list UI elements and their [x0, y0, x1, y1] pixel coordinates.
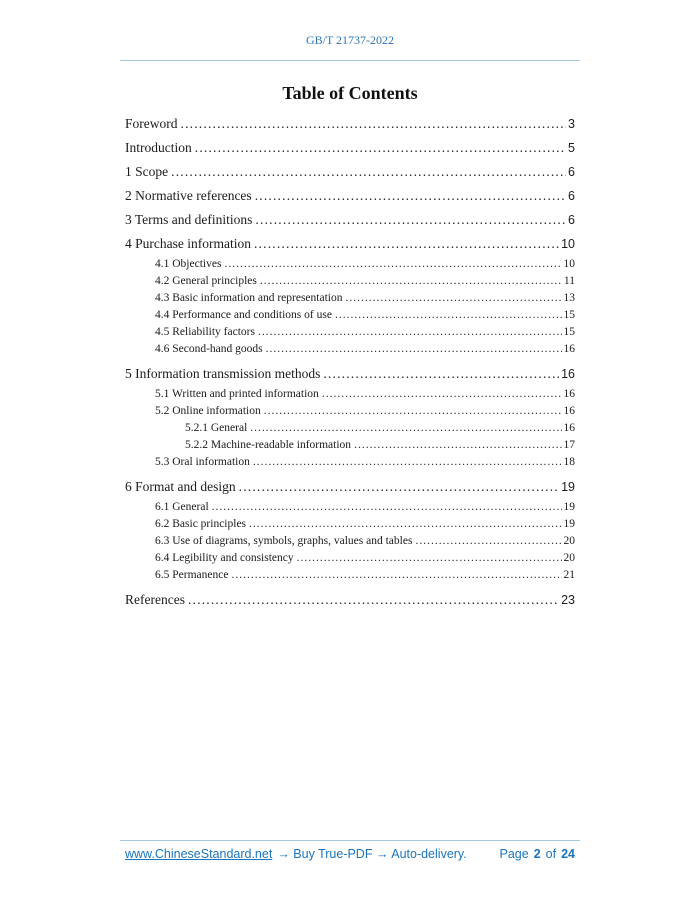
toc-entry-page: 15: [563, 326, 575, 338]
toc-entry[interactable]: [125, 184, 575, 208]
toc-entry[interactable]: [125, 256, 575, 273]
page-current: 2: [533, 847, 541, 861]
toc-leader-dots: [250, 420, 561, 437]
toc-entry-page: 19: [563, 501, 575, 513]
toc-entry[interactable]: [125, 273, 575, 290]
toc-entry-page: 3: [568, 117, 575, 131]
toc-entry-page: 16: [563, 388, 575, 400]
toc-entry[interactable]: [125, 341, 575, 358]
toc-entry[interactable]: [125, 475, 575, 499]
toc-leader-dots: [260, 273, 562, 290]
toc-leader-dots: [224, 256, 561, 273]
toc-entry-title: 4 Purchase information: [125, 236, 251, 251]
toc-entry-title: 6.5 Permanence: [155, 569, 229, 581]
toc-entry[interactable]: [125, 420, 575, 437]
toc-entry[interactable]: [125, 290, 575, 307]
toc-leader-dots: [181, 112, 567, 135]
toc-leader-dots: [212, 499, 562, 516]
toc-leader-dots: [354, 437, 561, 454]
toc-entry-title: 4.1 Objectives: [155, 258, 222, 270]
toc-entry-title: 5.2 Online information: [155, 405, 261, 417]
page-total: 24: [561, 847, 575, 861]
toc-entry[interactable]: [125, 160, 575, 184]
toc-entry-page: 6: [568, 213, 575, 227]
toc-leader-dots: [255, 184, 566, 207]
toc-leader-dots: [297, 550, 562, 567]
toc-entry[interactable]: [125, 232, 575, 256]
toc-entry-title: 3 Terms and definitions: [125, 212, 253, 227]
toc-entry-title: Introduction: [125, 140, 192, 155]
toc-entry[interactable]: [125, 136, 575, 160]
header-divider: [120, 60, 580, 61]
toc-entry-page: 19: [563, 518, 575, 530]
toc-entry[interactable]: [125, 550, 575, 567]
toc-entry-title: 6 Format and design: [125, 479, 236, 494]
toc-entry-title: 5 Information transmission methods: [125, 366, 321, 381]
toc-leader-dots: [195, 136, 566, 159]
toc-entry[interactable]: [125, 362, 575, 386]
toc-entry-page: 10: [563, 258, 575, 270]
website-link[interactable]: www.ChineseStandard.net: [125, 847, 273, 861]
toc-entry-title: Foreword: [125, 116, 178, 131]
page-of-label: of: [545, 847, 557, 861]
toc-entry-page: 10: [561, 237, 575, 251]
toc-entry-title: 4.5 Reliability factors: [155, 326, 255, 338]
toc-entry[interactable]: [125, 567, 575, 584]
toc-entry[interactable]: [125, 403, 575, 420]
toc-leader-dots: [415, 533, 561, 550]
toc-leader-dots: [323, 362, 559, 385]
toc-leader-dots: [258, 324, 562, 341]
toc-entry-title: 2 Normative references: [125, 188, 252, 203]
toc-leader-dots: [253, 454, 562, 471]
toc-leader-dots: [231, 567, 561, 584]
toc-entry-title: 4.3 Basic information and representation: [155, 292, 343, 304]
toc-entry-page: 18: [563, 456, 575, 468]
toc-entry-page: 16: [563, 343, 575, 355]
toc-entry[interactable]: [125, 516, 575, 533]
footer-left: [125, 847, 467, 861]
toc-leader-dots: [322, 386, 562, 403]
toc-entry[interactable]: [125, 437, 575, 454]
toc-entry-title: 6.1 General: [155, 501, 209, 513]
toc-entry-title: 4.2 General principles: [155, 275, 257, 287]
toc-entry[interactable]: [125, 386, 575, 403]
toc-entry-title: 1 Scope: [125, 164, 169, 179]
toc-entry-title: References: [125, 592, 185, 607]
toc-entry-page: 16: [561, 367, 575, 381]
toc-entry[interactable]: [125, 208, 575, 232]
toc-entry-page: 15: [563, 309, 575, 321]
toc-entry[interactable]: [125, 533, 575, 550]
toc-entry-page: 19: [561, 480, 575, 494]
toc-leader-dots: [335, 307, 562, 324]
page-title: Table of Contents: [282, 83, 418, 103]
footer-divider: [120, 840, 580, 841]
toc-entry-title: 5.1 Written and printed information: [155, 388, 319, 400]
toc-entry-page: 5: [568, 141, 575, 155]
toc-entry-page: 16: [563, 405, 575, 417]
toc-entry-title: 6.2 Basic principles: [155, 518, 247, 530]
toc-leader-dots: [239, 475, 559, 498]
toc-entry-page: 20: [563, 535, 575, 547]
toc-entry[interactable]: [125, 307, 575, 324]
toc-entry-title: 5.2.1 General: [185, 422, 248, 434]
toc-entry[interactable]: [125, 112, 575, 136]
toc-entry[interactable]: [125, 499, 575, 516]
toc-entry-title: 5.2.2 Machine-readable information: [185, 439, 352, 451]
page-indicator: [500, 847, 576, 861]
toc-leader-dots: [264, 403, 562, 420]
toc-entry-page: 20: [563, 552, 575, 564]
toc-leader-dots: [254, 232, 559, 255]
toc-leader-dots: [188, 588, 559, 611]
footer: [125, 847, 575, 861]
toc-entry-page: 16: [563, 422, 575, 434]
toc-entry[interactable]: [125, 324, 575, 341]
footer-tagline: → Buy True-PDF → Auto-delivery.: [277, 847, 467, 861]
toc-list: [125, 112, 575, 612]
toc-leader-dots: [171, 160, 566, 183]
toc-entry-page: 17: [563, 439, 575, 451]
toc-leader-dots: [249, 516, 561, 533]
toc-entry-page: 21: [563, 569, 575, 581]
document-number: GB/T 21737-2022: [305, 33, 395, 47]
toc-leader-dots: [255, 208, 566, 231]
toc-entry-page: 13: [563, 292, 575, 304]
toc-entry-title: 6.4 Legibility and consistency: [155, 552, 294, 564]
toc-leader-dots: [266, 341, 562, 358]
toc-entry-page: 11: [563, 275, 575, 287]
toc-entry[interactable]: [125, 454, 575, 471]
toc-entry-title: 5.3 Oral information: [155, 456, 250, 468]
toc-entry[interactable]: [125, 588, 575, 612]
toc-entry-page: 23: [561, 593, 575, 607]
toc-leader-dots: [345, 290, 561, 307]
toc-entry-title: 4.6 Second-hand goods: [155, 343, 263, 355]
toc-entry-title: 6.3 Use of diagrams, symbols, graphs, values and tables: [155, 535, 413, 547]
toc-entry-title: 4.4 Performance and conditions of use: [155, 309, 332, 321]
page-label: Page: [499, 847, 529, 861]
toc-entry-page: 6: [568, 189, 575, 203]
toc-entry-page: 6: [568, 165, 575, 179]
